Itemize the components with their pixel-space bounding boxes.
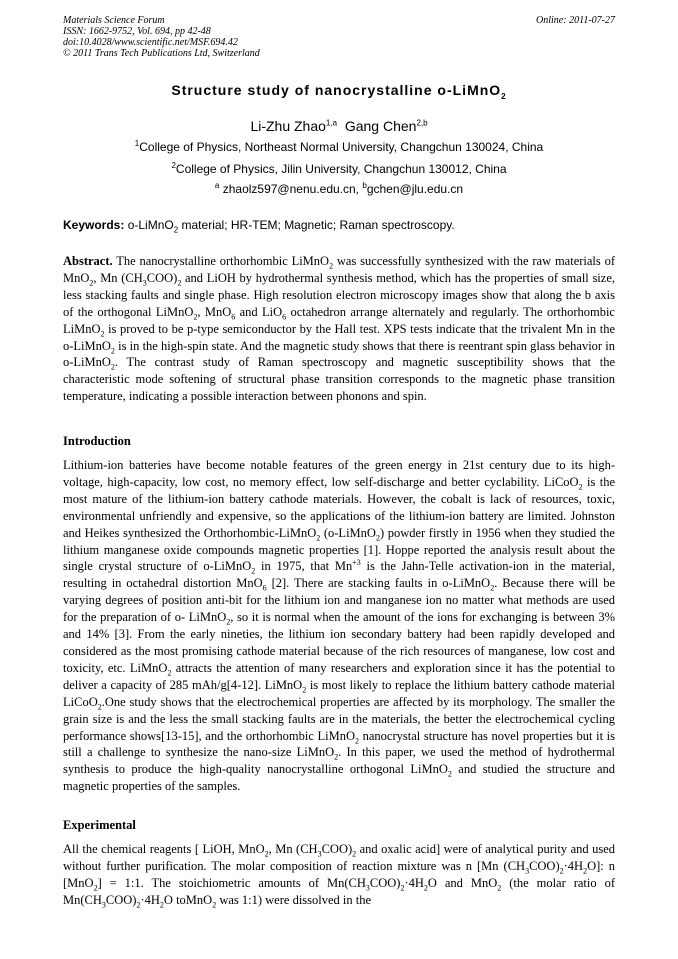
journal-header	[63, 15, 260, 59]
journal-name: Materials Science Forum	[63, 15, 165, 26]
author-2: Gang Chen	[344, 118, 417, 134]
journal-copyright: © 2011 Trans Tech Publications Ltd, Switzerland	[63, 48, 260, 59]
author-list: Li-Zhu Zhao$^{1,a}$ Gang Chen$^{2,b}$	[250, 118, 428, 134]
paper-title: Structure study of nanocrystalline o-LiMnO$_2$	[171, 82, 507, 101]
introduction-paragraph: Lithium-ion batteries have become notable features of the green energy in 21st century due to its high-voltage, high-capacity, low cost, no memory effect, low self-discharge and better cyclability. LiCoO$_2$ is the most mature of the lithium-ion battery cathode materials. However, the cobalt is lack of resources, toxic, environmental unfriendly and expensive, so the applications of the lithium-ion battery are limited. Johnston and Heikes synthesized the Orthorhombic-LiMnO$_2$ (o-LiMnO$_2$) powder firstly in 1956 when they studied the lithium manganese oxide compounds magnetic properties [1]. Hoppe reported the analysis result about the single crystal structure of o-LiMnO$_2$ in 1975, that $Mn^{+3}$ is the Jahn-Telle activation-ion in the material, resulting in octahedral distortion MnO$_6$ [2]. There are stacking faults in o-LiMnO$_2$. Because there will be varying degrees of position anti-bit for the lithium ion and manganese ion no matter what methods are used for the preparation of o- LiMnO$_2$, so it is normal when the amount of the ions for exchanging is between 3% and 14% [3]. From the early nineties, the lithium ion secondary battery had been rapidly developed and considered as the most promising cathode material because of the rich resources of manganese, low cost and toxicity, etc. LiMnO$_2$ attracts the attention of many researchers and exploration since it has the potential to deliver a capacity of 285 mAh/g[4-12]. LiMnO$_2$ is most likely to replace the lithium battery cathode material LiCoO$_2$.One study shows that the electrochemical properties are affected by its morphology. The smaller the grain size is and the less the small stacking faults are in the materials, the better the electrochemical cycling performance shows[13-15], and the orthorhombic LiMnO$_2$ nanocrystal structure has novel properties but it is still a challenge to synthesize the nano-size LiMnO$_2$. In this paper, we used the method of hydrothermal synthesis to produce the high-quality nanocrystalline orthogonal LiMnO$_2$ and studied the structure and magnetic properties of the samples.	[63, 458, 616, 794]
experimental-paragraph: All the chemical reagents [ LiOH, MnO$_2$, Mn $(CH_3COO)_2$ and oxalic acid] were of analytical purity and used without further purification. The molar composition of reaction mixture was n [Mn $(CH_3COO)_2\cdot 4H_2O$]: n [MnO$_2$] = 1:1. The stoichiometric amounts of $Mn(CH_3COO)_2\cdot 4H_2O$ and MnO$_2$ (the molar ratio of $Mn(CH_3COO)_2\cdot 4H_2O$ toMnO$_2$ was 1:1) were dissolved in the	[63, 842, 615, 910]
author-1: Li-Zhu Zhao	[250, 118, 326, 134]
author-emails: $^a$ zhaolz597@nenu.edu.cn, $^b$gchen@jlu.edu.cn	[214, 181, 464, 196]
affiliation-1: $^1$College of Physics, Northeast Normal University, Changchun 130024, China	[134, 139, 544, 154]
journal-issn: ISSN: 1662-9752, Vol. 694, pp 42-48	[63, 26, 211, 37]
online-date: Online: 2011-07-27	[536, 15, 615, 26]
abstract-label: Abstract.	[63, 254, 113, 268]
affiliation-2: $^2$College of Physics, Jilin University, Changchun 130012, China	[171, 161, 507, 176]
experimental-heading: Experimental	[63, 818, 136, 832]
keywords: Keywords: o-LiMnO$_2$ material; HR-TEM; Magnetic; Raman spectroscopy.	[63, 218, 455, 235]
introduction-heading: Introduction	[63, 434, 131, 448]
abstract-paragraph: Abstract. The nanocrystalline orthorhombic LiMnO$_2$ was successfully synthesized with the raw materials of MnO$_2$, Mn $(CH_3COO)_2$ and LiOH by hydrothermal synthesis method, which has the properties of small size, less stacking faults and single phase. High resolution electron microscopy images show that along the b axis of the orthogonal LiMnO$_2$, MnO$_6$ and LiO$_6$ octahedron arrange alternately and regularly. The orthorhombic LiMnO$_2$ is proved to be p-type semiconductor by the Hall test. XPS tests indicate that the trivalent Mn in the o-LiMnO$_2$ is in the high-spin state. And the magnetic study shows that there is reentrant spin glass behavior in o-LiMnO$_2$. The contrast study of Raman spectroscopy and magnetic susceptibility shows that the characteristic mode softening of structural phase transition corresponds to the magnetic phase transition temperature, indicating a possible interaction between phonons and spin.	[63, 254, 616, 404]
journal-doi: doi:10.4028/www.scientific.net/MSF.694.42	[63, 37, 238, 48]
